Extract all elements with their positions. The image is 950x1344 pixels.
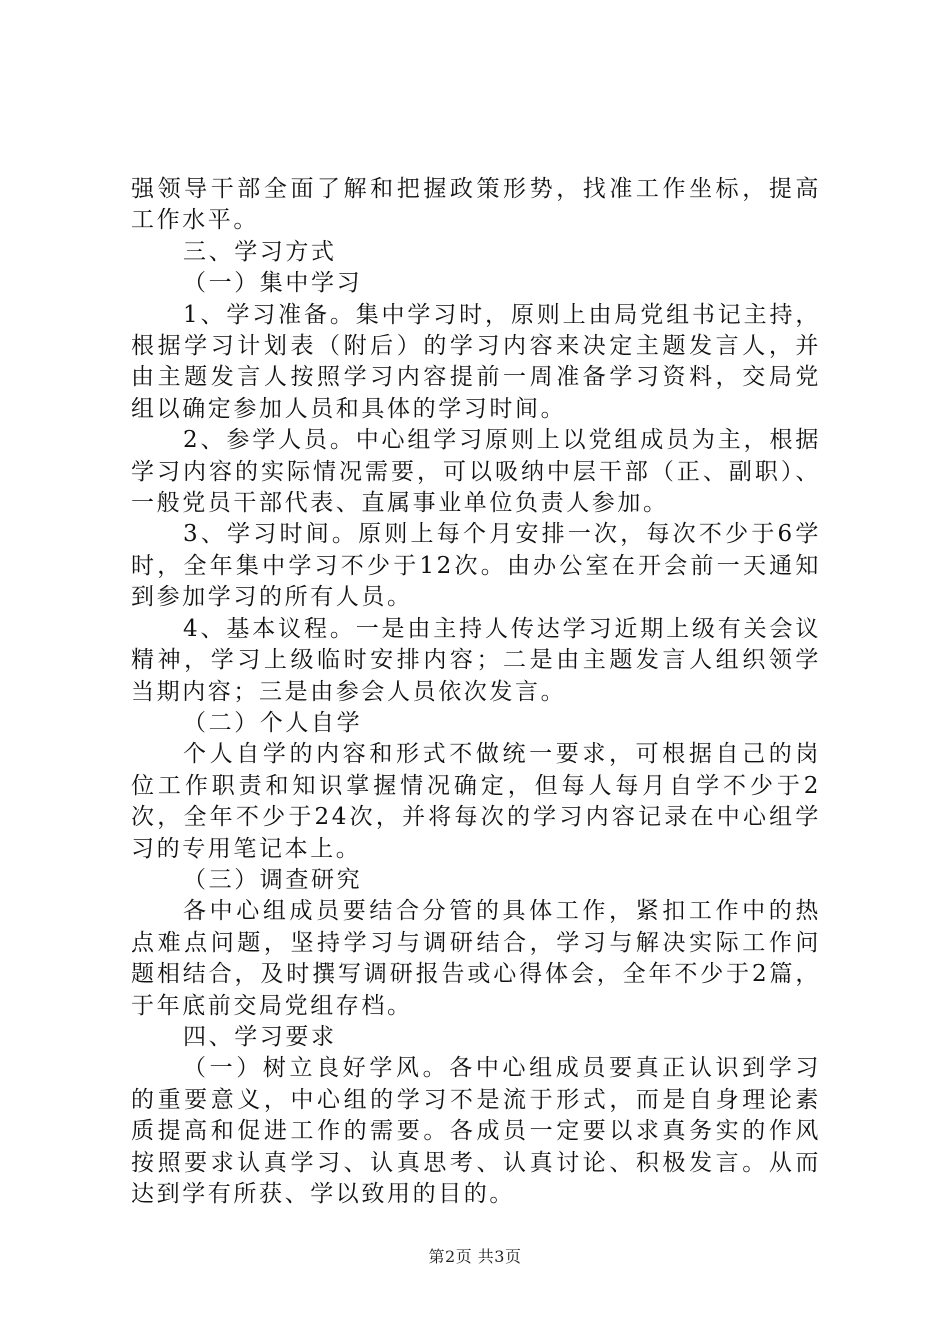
document-body [131, 174, 821, 1210]
paragraph-research: 各中心组成员要结合分管的具体工作，紧扣工作中的热点难点问题，坚持学习与调研结合，学习与解决实际工作问题相结合，及时撰写调研报告或心得体会，全年不少于2篇，于年底前交局党组存档。 [131, 898, 821, 1019]
paragraph-self-study: 个人自学的内容和形式不做统一要求，可根据自己的岗位工作职责和知识掌握情况确定，但每人每月自学不少于2次，全年不少于24次，并将每次的学习内容记录在中心组学习的专用笔记本上。 [131, 741, 821, 862]
page-footer: 第2页 共3页 [428, 1247, 522, 1266]
paragraph-participants: 2、参学人员。中心组学习原则上以党组成员为主，根据学习内容的实际情况需要，可以吸纳中层干部（正、副职）、一般党员干部代表、直属事业单位负责人参加。 [131, 427, 821, 517]
paragraph-1: 强领导干部全面了解和把握政策形势，找准工作坐标，提高工作水平。 [131, 176, 821, 234]
paragraph-agenda: 4、基本议程。一是由主持人传达学习近期上级有关会议精神，学习上级临时安排内容；二是由主题发言人组织领学当期内容；三是由参会人员依次发言。 [131, 615, 821, 705]
subheading-centralized-study: （一）集中学习 [183, 270, 363, 297]
heading-study-requirements: 四、学习要求 [183, 1023, 337, 1050]
subheading-research: （三）调查研究 [183, 866, 363, 893]
paragraph-study-time: 3、学习时间。原则上每个月安排一次，每次不少于6学时，全年集中学习不少于12次。由办公室在开会前一天通知到参加学习的所有人员。 [131, 521, 821, 611]
paragraph-study-preparation: 1、学习准备。集中学习时，原则上由局党组书记主持，根据学习计划表（附后）的学习内容来决定主题发言人，并由主题发言人按照学习内容提前一周准备学习资料，交局党组以确定参加人员和具体的学习时间。 [131, 301, 821, 422]
heading-study-methods: 三、学习方式 [183, 238, 337, 265]
subheading-self-study: （二）个人自学 [183, 709, 363, 736]
paragraph-study-style: （一）树立良好学风。各中心组成员要真正认识到学习的重要意义，中心组的学习不是流于形式，而是自身理论素质提高和促进工作的需要。各成员一定要以求真务实的作风按照要求认真学习、认真思考、认真讨论、积极发言。从而达到学有所获、学以致用的目的。 [131, 1055, 821, 1207]
